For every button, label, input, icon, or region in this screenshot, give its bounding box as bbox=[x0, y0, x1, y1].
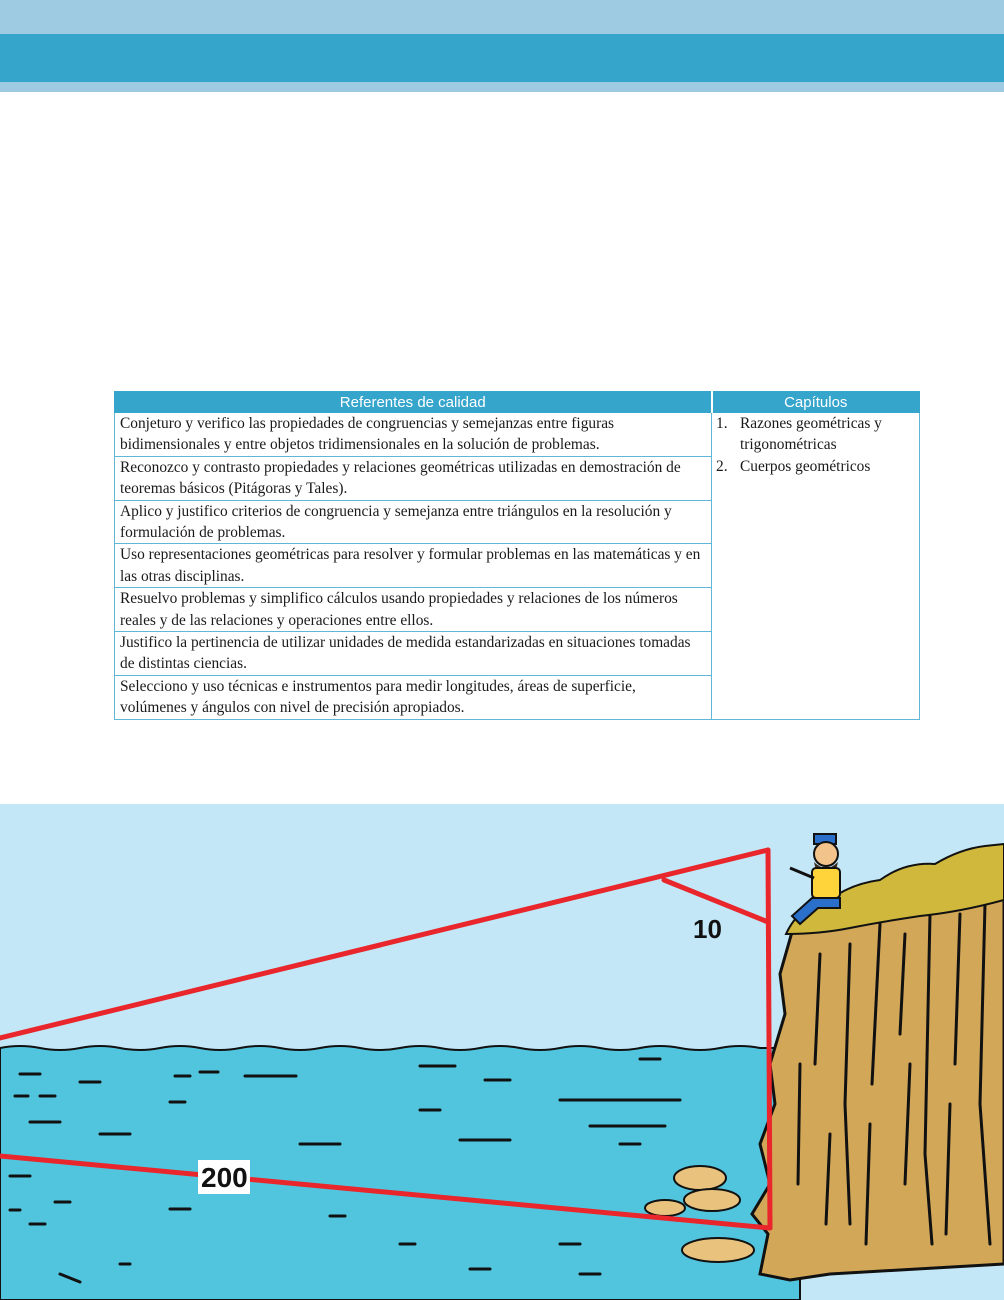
capitulo-title: Cuerpos geométricos bbox=[740, 457, 871, 475]
referente-cell: Conjeturo y verifico las propiedades de congruencias y semejanzas entre figuras bidimensionales y entre objetos tridimensionales en la solución de problemas. bbox=[115, 413, 712, 457]
referente-cell: Aplico y justifico criterios de congruencia y semejanza entre triángulos en la resolución y formulación de problemas. bbox=[115, 500, 712, 544]
referentes-table bbox=[114, 391, 920, 720]
header-capitulos: Capítulos bbox=[712, 392, 920, 413]
capitulo-title: Razones geométricas y trigonométricas bbox=[740, 415, 882, 454]
referente-cell: Reconozco y contrasto propiedades y relaciones geométricas utilizadas en demostración de teoremas básicos (Pitágoras y Tales). bbox=[115, 456, 712, 500]
referente-cell: Justifico la pertinencia de utilizar unidades de medida estandarizadas en situaciones tomadas de distintas ciencias. bbox=[115, 632, 712, 676]
capitulo-number: 2. bbox=[716, 457, 728, 475]
referente-cell: Uso representaciones geométricas para resolver y formular problemas en las matemáticas y en las otras disciplinas. bbox=[115, 544, 712, 588]
header-referentes: Referentes de calidad bbox=[115, 392, 712, 413]
cliff-illustration bbox=[0, 804, 1004, 1300]
label-200: 200 bbox=[201, 1162, 248, 1193]
capitulo-item bbox=[716, 413, 915, 456]
capitulo-number: 1. bbox=[716, 415, 728, 432]
capitulos-list bbox=[716, 413, 915, 477]
capitulo-item bbox=[716, 456, 915, 477]
header-band-top bbox=[0, 0, 1004, 34]
capitulos-cell bbox=[712, 413, 920, 720]
header-band bbox=[0, 34, 1004, 82]
referente-cell: Selecciono y uso técnicas e instrumentos para medir longitudes, áreas de superficie, volúmenes y ángulos con nivel de precisión apropiados. bbox=[115, 675, 712, 719]
referente-cell: Resuelvo problemas y simplifico cálculos usando propiedades y relaciones de los números reales y de las relaciones y operaciones entre ellos. bbox=[115, 588, 712, 632]
header-band-bottom bbox=[0, 82, 1004, 92]
label-10: 10 bbox=[693, 914, 722, 944]
